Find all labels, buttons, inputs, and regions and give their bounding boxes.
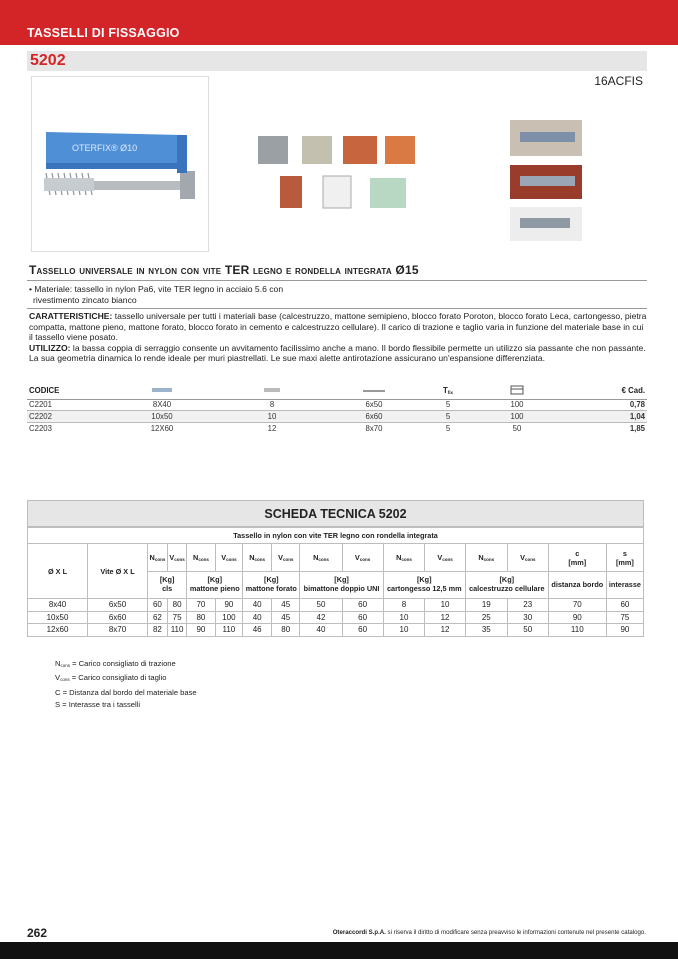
base-materials-image bbox=[255, 128, 425, 213]
col-box-icon bbox=[485, 383, 549, 399]
table-row: 8x40 6x50 60 80 70 90 40 45 50 60 8 10 19 23 70 60 bbox=[28, 599, 644, 612]
features-text: tassello universale per tutti i materiali base (calcestruzzo, mattone semipieno, blocco forato Poroton, blocco forato Leca, cartongesso, pietra compatta, mattone pieno, mattone forato, blocco forato in cemento e calcestruzzo cellulare). Il carico di trazione e taglio varia in funzione del materiale base in cui il tassello viene posato. bbox=[29, 311, 647, 343]
selection-table bbox=[27, 383, 647, 434]
product-code-bar bbox=[27, 51, 647, 71]
table-row: 12x60 8x70 82 110 90 110 46 80 40 60 10 12 35 50 110 90 bbox=[28, 624, 644, 637]
category-title: TASSELLI DI FISSAGGIO bbox=[27, 26, 180, 40]
aerated-concrete-icon bbox=[370, 178, 406, 208]
product-description bbox=[29, 311, 649, 364]
hollow-brick-icon bbox=[280, 176, 302, 208]
col-screw: Vite Ø X L bbox=[88, 544, 148, 599]
tech-subtitle-row bbox=[28, 528, 644, 544]
product-photo-frame bbox=[31, 76, 209, 252]
perforated-brick-icon bbox=[385, 136, 415, 164]
features-label: CARATTERISTICHE: bbox=[29, 311, 113, 321]
col-tfix: $T_{fix}$ bbox=[411, 383, 485, 399]
col-price: € Cad. bbox=[549, 383, 647, 399]
tech-sheet-table bbox=[27, 527, 644, 637]
legend bbox=[55, 658, 197, 711]
header-bar bbox=[0, 0, 678, 45]
solid-brick-icon bbox=[343, 136, 377, 164]
company-name: Oteraccordi S.p.A. bbox=[332, 929, 386, 936]
screw-tip bbox=[44, 178, 94, 191]
tech-header-row: Ø X L Vite Ø X L $N_{cons}$ $V_{cons}$ $N_{cons}$ $V_{cons}$ $N_{cons}$ $V_{cons}$ $N_{cons}$ $V_{cons}$ $N_{cons}$ $V_{cons}$ $N_{cons}$ $V_{cons}$ c [mm] s [mm] bbox=[28, 544, 644, 572]
screw-head bbox=[180, 171, 195, 199]
col-diameter-icon bbox=[207, 383, 337, 399]
tech-sheet-title: SCHEDA TECNICA 5202 bbox=[27, 500, 644, 527]
product-title: Tassello universale in nylon con vite TER legno e rondella integrata Ø15 bbox=[29, 263, 419, 277]
col-dxl: Ø X L bbox=[28, 544, 88, 599]
dowel-screw-image bbox=[32, 77, 208, 251]
col-dowel-icon bbox=[117, 383, 207, 399]
concrete-block-icon bbox=[258, 136, 288, 164]
installation-images bbox=[510, 120, 585, 245]
legend-v: $V_{cons}$ = Carico consigliato di taglio bbox=[55, 673, 167, 683]
selection-header-row bbox=[27, 383, 647, 399]
footer-bar bbox=[0, 942, 678, 959]
legend-s: S = Interasse tra i tasselli bbox=[55, 699, 141, 709]
material-bullet bbox=[29, 284, 359, 306]
tech-subtitle: Tassello in nylon con vite TER legno con rondella integrata bbox=[28, 528, 644, 544]
table-row: C2202 10x50 10 6x60 5 100 1,04 bbox=[29, 411, 645, 421]
use-label: UTILIZZO: bbox=[29, 342, 71, 353]
table-row: C2203 12X60 12 8x70 5 50 1,85 bbox=[29, 423, 645, 433]
stone-block-icon bbox=[302, 136, 332, 164]
bullet-divider bbox=[27, 308, 647, 309]
legend-c: C = Distanza dal bordo del materiale base bbox=[55, 687, 197, 697]
col-code: CODICE bbox=[27, 383, 117, 399]
screw-shank bbox=[92, 181, 187, 190]
material-line-1: • Materiale: tassello in nylon Pa6, vite TER legno in acciaio 5.6 con bbox=[29, 284, 284, 294]
material-line-2: rivestimento zincato bianco bbox=[33, 295, 137, 305]
disclaimer-text: si riserva il diritto di modificare senza preavviso le informazioni contenute nel presente catalogo. bbox=[385, 929, 646, 936]
col-screw-icon bbox=[337, 383, 411, 399]
page-number: 262 bbox=[27, 926, 48, 940]
use-text: la bassa coppia di serraggio consente un avvitamento facilissimo anche a mano. Il bordo flessibile permette un utilizzo sia passante che non passante. La sua geometria dinamica lo rende ideale per muri piastrellati. Le sue maxi alette antirotazione assicurano un'espansione differenziata. bbox=[29, 342, 646, 364]
product-code: 5202 bbox=[30, 52, 66, 69]
disclaimer bbox=[333, 929, 646, 936]
table-row: C2201 8X40 8 6x50 5 100 0,78 bbox=[29, 400, 645, 410]
catalog-code: 16ACFIS bbox=[594, 74, 643, 88]
dowel-label: OTERFIX® Ø10 bbox=[72, 143, 138, 153]
tech-material-row: [Kg] cls [Kg] mattone pieno [Kg] mattone forato [Kg] bimattone doppio UNI [Kg] cartongesso 12,5 mm [Kg] calcestruzzo cellulare distanza bordo interasse bbox=[28, 572, 644, 599]
table-row: 10x50 6x60 62 75 80 100 40 45 42 60 10 12 25 30 90 75 bbox=[28, 611, 644, 624]
legend-n: $N_{cons}$ = Carico consigliato di trazione bbox=[55, 659, 176, 668]
plasterboard-icon bbox=[323, 176, 351, 208]
title-divider bbox=[27, 280, 647, 281]
